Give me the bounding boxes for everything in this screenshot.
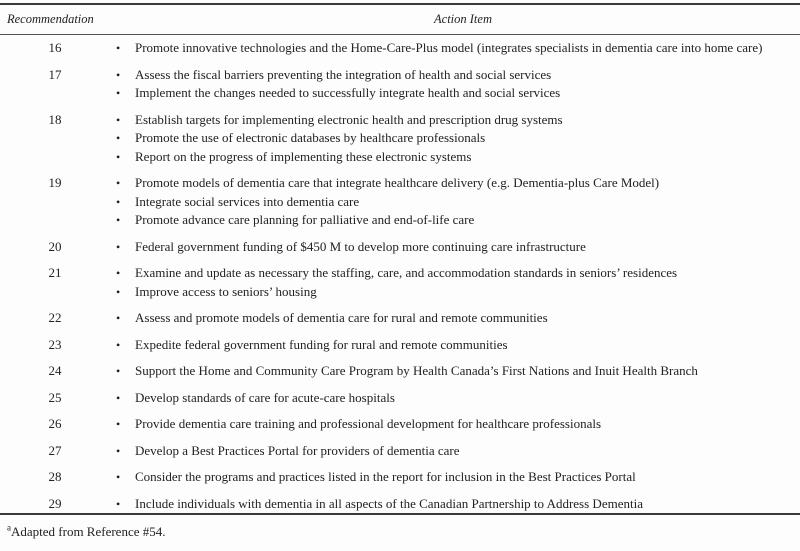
bullet-icon: • [116,112,121,127]
action-item-text: Promote models of dementia care that integrate healthcare delivery (e.g. Dementia-plus Care Model) [135,175,660,190]
recommendation-number: 26 [48,416,62,431]
bullet-icon: • [116,67,121,82]
action-item-text: Integrate social services into dementia care [135,193,360,209]
bullet-icon: • [116,176,121,190]
action-item-text: Implement the changes needed to successfully integrate health and social services [135,85,561,100]
action-item-line [110,66,800,85]
action-item-text: Develop standards of care for acute-care hospitals [135,389,395,405]
action-item-line [110,495,800,514]
action-item-text: Examine and update as necessary the staffing, care, and accommodation standards in seniors’ residences [135,265,678,280]
recommendation-number: 19 [48,175,62,190]
action-item-text: Include individuals with dementia in all aspects of the Canadian Partnership to Address Dementia [135,495,643,511]
action-item-text: Provide dementia care training and professional development for healthcare professionals [135,416,602,431]
recommendation-number: 23 [48,336,62,352]
action-item-text: Promote advance care planning for palliative and end-of-life care [135,212,475,227]
action-item-text: Assess and promote models of dementia care for rural and remote communities [135,310,548,325]
action-items [110,238,800,257]
table-bottom-rule [0,513,800,515]
action-item-text: Federal government funding of $450 M to develop more continuing care infrastructure [135,238,586,254]
bullet-icon: • [116,311,121,325]
action-item-line [110,193,800,212]
bullet-icon: • [116,337,121,352]
bullet-icon: • [116,284,121,299]
action-item-text: Report on the progress of implementing these electronic systems [135,148,472,164]
recommendations-table [0,3,800,540]
table-row [0,264,800,301]
action-item-line [110,468,800,487]
column-header-action-item: Action Item [434,12,492,26]
bullet-icon: • [116,364,121,378]
action-item-text: Support the Home and Community Care Program by Health Canada’s First Nations and Inuit Health Branch [135,363,698,378]
action-item-line [110,415,800,434]
action-item-line [110,442,800,461]
bullet-icon: • [116,41,121,55]
recommendation-number: 16 [48,40,62,55]
action-item-line [110,309,800,328]
recommendation-number: 18 [48,111,62,127]
action-items [110,415,800,434]
action-items [110,495,800,514]
recommendation-number: 22 [48,310,62,325]
bullet-icon: • [116,496,121,511]
table-row [0,362,800,381]
recommendation-number: 27 [48,442,62,458]
table-row [0,495,800,514]
column-header-recommendation: Recommendation [7,12,94,26]
footnote-text: Adapted from Reference #54. [11,524,166,539]
action-items [110,39,800,58]
table-row [0,238,800,257]
action-item-text: Develop a Best Practices Portal for providers of dementia care [135,442,460,458]
action-items [110,264,800,301]
action-item-text: Improve access to seniors’ housing [135,283,317,299]
recommendation-number: 24 [48,363,62,378]
bullet-icon: • [116,131,121,145]
bullet-icon: • [116,443,121,458]
action-item-line [110,39,800,58]
action-item-line [110,111,800,130]
action-items [110,468,800,487]
table-row [0,442,800,461]
table-header-row [0,5,800,35]
bullet-icon: • [116,417,121,431]
bullet-icon: • [116,149,121,164]
action-items [110,389,800,408]
action-item-line [110,283,800,302]
action-item-line [110,389,800,408]
action-items [110,111,800,167]
table-rows [0,35,800,513]
recommendation-number: 25 [48,389,62,405]
action-item-line [110,211,800,230]
recommendation-number: 17 [48,66,62,82]
table-row [0,111,800,167]
action-item-text: Expedite federal government funding for rural and remote communities [135,336,508,352]
table-row [0,468,800,487]
action-items [110,66,800,103]
table-row [0,309,800,328]
action-items [110,174,800,230]
table-row [0,174,800,230]
action-item-text: Assess the fiscal barriers preventing the integration of health and social services [135,66,552,82]
action-item-line [110,238,800,257]
action-item-line [110,174,800,193]
action-items [110,362,800,381]
action-item-text: Promote innovative technologies and the Home-Care-Plus model (integrates specialists in dementia care into home care) [135,40,763,55]
action-items [110,309,800,328]
recommendation-number: 29 [48,495,62,511]
action-item-line [110,336,800,355]
table-row [0,66,800,103]
recommendation-number: 28 [48,469,62,484]
action-item-text: Establish targets for implementing electronic health and prescription drug systems [135,111,563,127]
table-row [0,336,800,355]
action-items [110,336,800,355]
action-item-text: Consider the programs and practices listed in the report for inclusion in the Best Practices Portal [135,469,636,484]
table-row [0,39,800,58]
bullet-icon: • [116,390,121,405]
footnote-marker: a [7,522,11,533]
action-item-line [110,264,800,283]
recommendation-number: 21 [48,265,62,280]
table-row [0,389,800,408]
table-footnote [0,524,800,540]
action-item-text: Promote the use of electronic databases by healthcare professionals [135,130,486,145]
bullet-icon: • [116,194,121,209]
action-item-line [110,362,800,381]
action-item-line [110,129,800,148]
recommendation-number: 20 [48,238,62,254]
bullet-icon: • [116,266,121,280]
bullet-icon: • [116,239,121,254]
bullet-icon: • [116,470,121,484]
bullet-icon: • [116,213,121,227]
action-item-line [110,148,800,167]
table-row [0,415,800,434]
action-item-line [110,84,800,103]
action-items [110,442,800,461]
bullet-icon: • [116,86,121,100]
